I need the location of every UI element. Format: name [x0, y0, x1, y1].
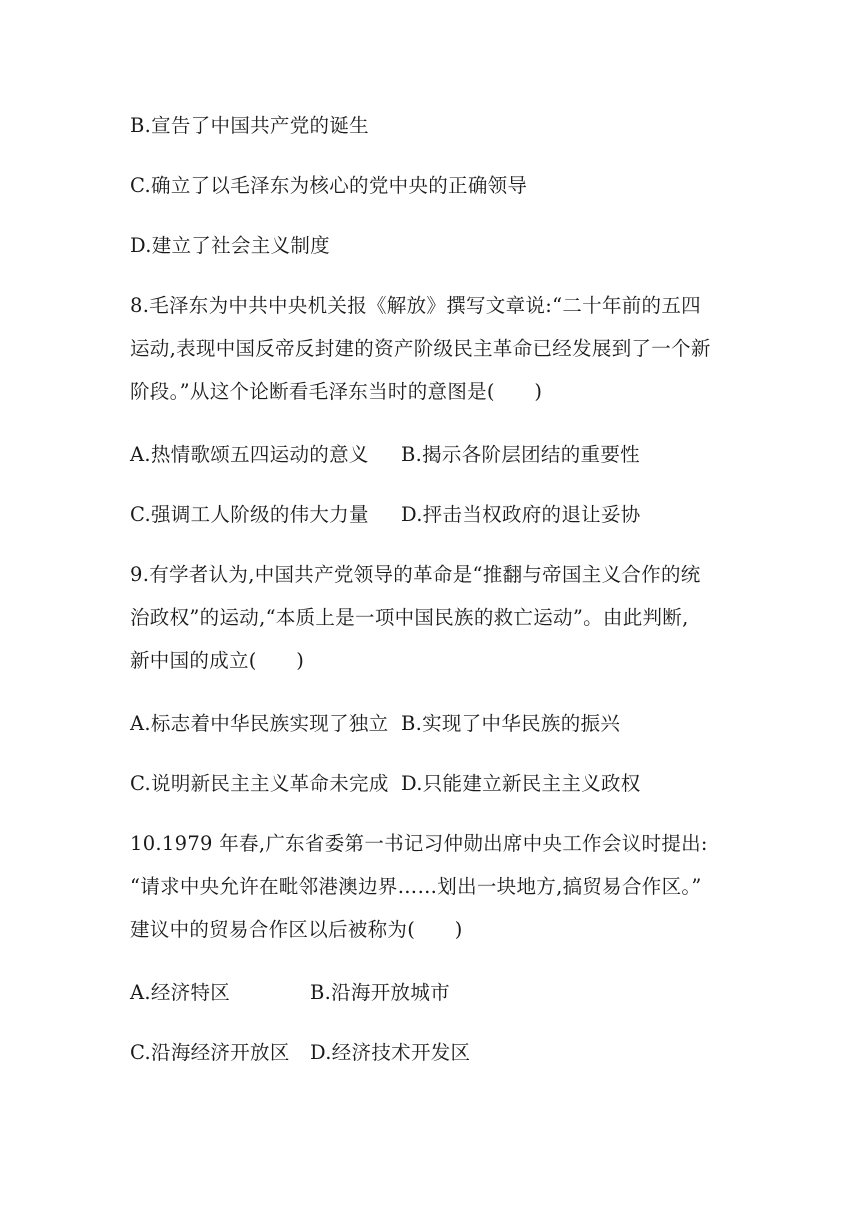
q8-stem-line-3: 阶段。”从这个论断看毛泽东当时的意图是( )	[130, 380, 543, 403]
q8-option-b: B.揭示各阶层团结的重要性	[401, 443, 640, 466]
q10-option-b: B.沿海开放城市	[310, 981, 450, 1004]
q9-option-d: D.只能建立新民主主义政权	[401, 772, 641, 795]
q10-stem-line-1: 10.1979 年春,广东省委第一书记习仲勋出席中央工作会议时提出:	[130, 832, 708, 855]
q10-stem-line-2: “请求中央允许在毗邻港澳边界……划出一块地方,搞贸易合作区。”	[130, 875, 702, 898]
q9-options-row-1	[130, 712, 621, 736]
q10-option-c: C.沿海经济开放区	[130, 1041, 290, 1064]
q8-option-d: D.抨击当权政府的退让妥协	[401, 503, 641, 526]
q10-option-d: D.经济技术开发区	[310, 1041, 471, 1064]
q8-option-c: C.强调工人阶级的伟大力量	[130, 503, 369, 526]
q7-option-c: C.确立了以毛泽东为核心的党中央的正确领导	[130, 174, 528, 197]
q8-options-row-1	[130, 443, 640, 467]
q9-option-b: B.实现了中华民族的振兴	[401, 712, 621, 735]
q10-options-row-2	[130, 1041, 471, 1065]
q9-option-a: A.标志着中华民族实现了独立	[130, 712, 389, 735]
q10-option-a: A.经济特区	[130, 981, 231, 1004]
q9-option-c: C.说明新民主主义革命未完成	[130, 772, 389, 795]
q10-stem-line-3: 建议中的贸易合作区以后被称为( )	[130, 918, 463, 941]
q7-option-d: D.建立了社会主义制度	[130, 234, 330, 257]
q9-stem-line-3: 新中国的成立( )	[130, 649, 305, 672]
q8-stem-line-2: 运动,表现中国反帝反封建的资产阶级民主革命已经发展到了一个新	[130, 337, 711, 360]
q10-options-row-1	[130, 981, 450, 1005]
q8-stem-line-1: 8.毛泽东为中共中央机关报《解放》撰写文章说:“二十年前的五四	[130, 294, 701, 317]
q7-option-b: B.宣告了中国共产党的诞生	[130, 114, 369, 137]
q9-stem-line-1: 9.有学者认为,中国共产党领导的革命是“推翻与帝国主义合作的统	[130, 563, 701, 586]
q8-options-row-2	[130, 503, 641, 527]
q9-stem-line-2: 治政权”的运动,“本质上是一项中国民族的救亡运动”。由此判断,	[130, 606, 689, 629]
q9-options-row-2	[130, 772, 641, 796]
q8-option-a: A.热情歌颂五四运动的意义	[130, 443, 369, 466]
